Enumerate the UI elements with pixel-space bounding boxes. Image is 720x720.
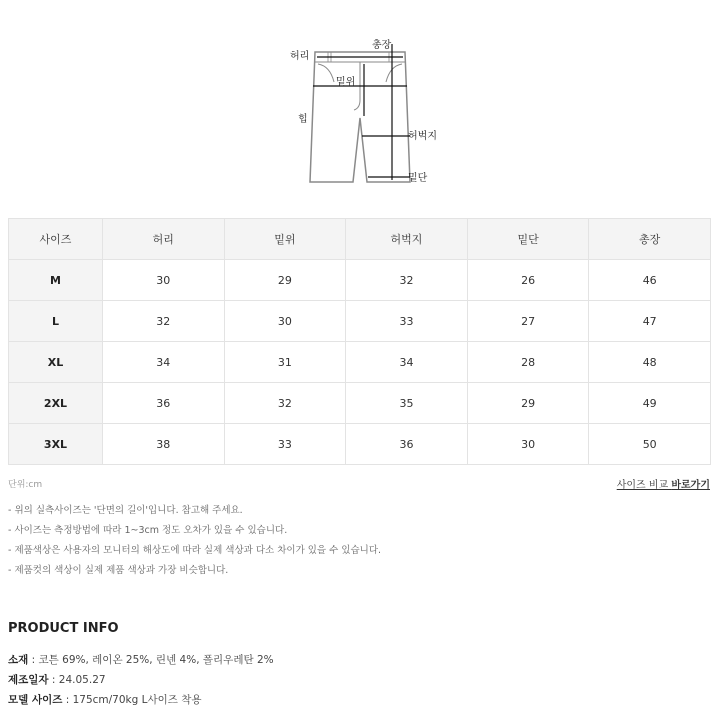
table-cell: 48 bbox=[589, 342, 711, 383]
size-cell: M bbox=[9, 260, 103, 301]
info-sep: : bbox=[48, 674, 59, 686]
info-key: 소재 bbox=[8, 654, 29, 666]
header-thigh: 허벅지 bbox=[346, 219, 468, 260]
table-cell: 32 bbox=[346, 260, 468, 301]
header-total-length: 총장 bbox=[589, 219, 711, 260]
table-row bbox=[9, 342, 711, 383]
rise-label: 밑위 bbox=[336, 77, 356, 88]
table-cell: 28 bbox=[467, 342, 589, 383]
info-sep: : bbox=[28, 654, 39, 666]
table-cell: 27 bbox=[467, 301, 589, 342]
table-cell: 34 bbox=[346, 342, 468, 383]
size-cell: 2XL bbox=[9, 383, 103, 424]
size-cell: XL bbox=[9, 342, 103, 383]
table-cell: 46 bbox=[589, 260, 711, 301]
table-row bbox=[9, 260, 711, 301]
info-value: 코튼 69%, 레이온 25%, 린넨 4%, 폴리우레탄 2% bbox=[38, 654, 274, 666]
hem-label: 밑단 bbox=[408, 173, 428, 184]
note-item: - 제품컷의 색상이 실제 제품 색상과 가장 비슷합니다. bbox=[8, 565, 229, 576]
size-compare-link[interactable] bbox=[617, 476, 710, 491]
info-value: 24.05.27 bbox=[58, 674, 106, 686]
note-item: - 제품색상은 사용자의 모니터의 해상도에 따라 실제 색상과 다소 차이가 있을 수 있습니다. bbox=[8, 545, 382, 556]
info-key: 제조일자 bbox=[8, 674, 49, 686]
table-cell: 32 bbox=[224, 383, 346, 424]
table-cell: 33 bbox=[346, 301, 468, 342]
waist-label: 허리 bbox=[290, 51, 310, 62]
product-info-title: PRODUCT INFO bbox=[8, 621, 119, 636]
table-cell: 34 bbox=[103, 342, 225, 383]
header-waist: 허리 bbox=[103, 219, 225, 260]
hip-label: 힙 bbox=[298, 114, 308, 125]
size-cell: 3XL bbox=[9, 424, 103, 465]
table-cell: 32 bbox=[103, 301, 225, 342]
shorts-measurement-diagram bbox=[280, 30, 440, 200]
header-rise: 밑위 bbox=[224, 219, 346, 260]
size-table bbox=[8, 218, 711, 465]
info-value: 175cm/70kg L사이즈 착용 bbox=[72, 694, 202, 706]
table-cell: 50 bbox=[589, 424, 711, 465]
unit-label: 단위:cm bbox=[8, 480, 43, 490]
note-item: - 사이즈는 측정방법에 따라 1~3cm 정도 오차가 있을 수 있습니다. bbox=[8, 525, 288, 536]
table-cell: 35 bbox=[346, 383, 468, 424]
size-compare-text: 사이즈 비교 bbox=[616, 480, 672, 491]
table-cell: 29 bbox=[224, 260, 346, 301]
notes-list bbox=[8, 501, 381, 581]
table-cell: 33 bbox=[224, 424, 346, 465]
table-cell: 49 bbox=[589, 383, 711, 424]
table-cell: 31 bbox=[224, 342, 346, 383]
table-cell: 30 bbox=[103, 260, 225, 301]
info-row-model-size bbox=[8, 690, 274, 710]
table-cell: 26 bbox=[467, 260, 589, 301]
table-cell: 36 bbox=[346, 424, 468, 465]
total-length-label: 총장 bbox=[372, 40, 392, 51]
info-key: 모델 사이즈 bbox=[8, 694, 63, 706]
product-info-list bbox=[8, 650, 274, 710]
table-row bbox=[9, 383, 711, 424]
size-compare-shortcut: 바로가기 bbox=[671, 480, 710, 491]
header-size: 사이즈 bbox=[9, 219, 103, 260]
size-table-header-row bbox=[9, 219, 711, 260]
table-cell: 30 bbox=[224, 301, 346, 342]
note-item: - 위의 실측사이즈는 '단면의 길이'입니다. 참고해 주세요. bbox=[8, 505, 243, 516]
info-sep: : bbox=[62, 694, 73, 706]
table-cell: 30 bbox=[467, 424, 589, 465]
info-row-material bbox=[8, 650, 274, 670]
size-cell: L bbox=[9, 301, 103, 342]
table-cell: 38 bbox=[103, 424, 225, 465]
table-cell: 36 bbox=[103, 383, 225, 424]
table-cell: 29 bbox=[467, 383, 589, 424]
table-row bbox=[9, 301, 711, 342]
header-hem: 밑단 bbox=[467, 219, 589, 260]
info-row-manufacture-date bbox=[8, 670, 274, 690]
thigh-label: 허벅지 bbox=[408, 131, 437, 142]
table-row bbox=[9, 424, 711, 465]
table-cell: 47 bbox=[589, 301, 711, 342]
